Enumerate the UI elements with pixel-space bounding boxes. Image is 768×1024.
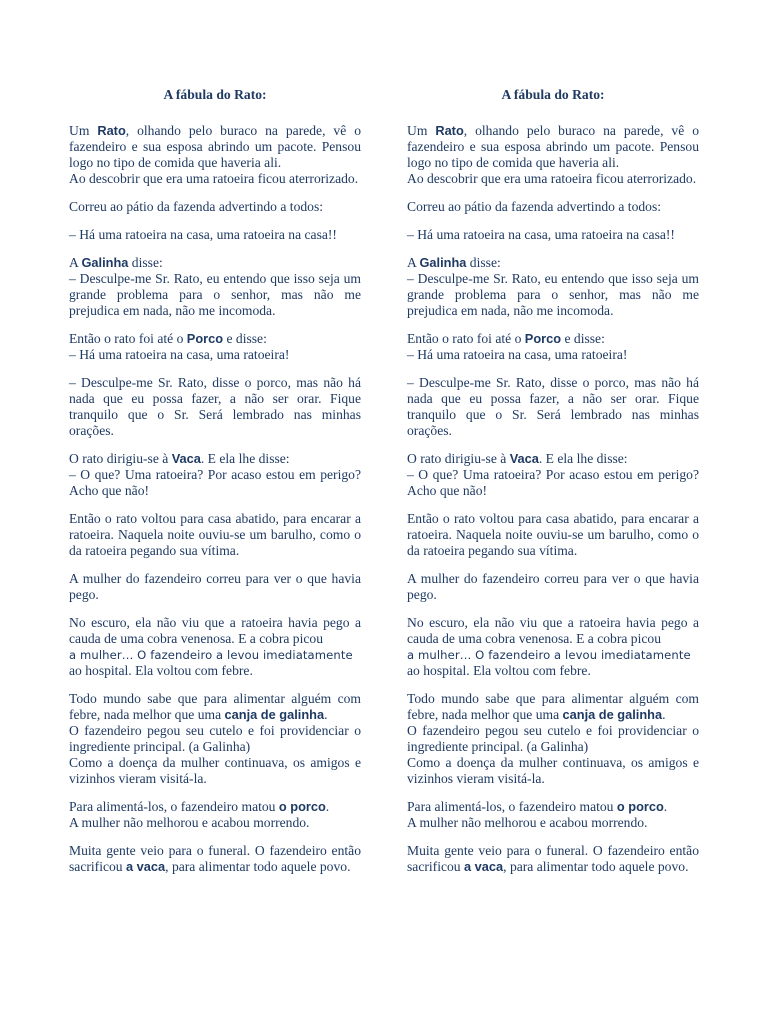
text: Muita gente veio para o funeral. O fazendeiro então sacrificou [407, 843, 699, 874]
page-title: A fábula do Rato: [163, 87, 267, 102]
text: – O que? Uma ratoeira? Por acaso estou em perigo? Acho que não! [407, 467, 699, 498]
paragraph-warning: Correu ao pátio da fazenda advertindo a todos: [407, 199, 662, 214]
text: . E ela lhe disse: [200, 451, 290, 466]
bold-porco: Porco [524, 331, 562, 346]
paragraph-alert: – Há uma ratoeira na casa, uma ratoeira na casa!! [407, 227, 675, 242]
paragraph-snake [407, 615, 699, 679]
text: Muita gente veio para o funeral. O fazendeiro então sacrificou [69, 843, 361, 874]
text: Para alimentá-los, o fazendeiro matou [407, 799, 617, 814]
text: Então o rato foi até o [407, 331, 525, 346]
paragraph-wife: A mulher do fazendeiro correu para ver o que havia pego. [407, 571, 699, 602]
text: e disse: [223, 331, 267, 346]
paragraph-canja [407, 691, 699, 787]
paragraph-porco-reply: – Desculpe-me Sr. Rato, disse o porco, mas não há nada que eu possa fazer, a não ser orar. Fique tranquilo que o Sr. Será lembrado nas minhas orações. [69, 375, 361, 438]
paragraph-vaca [407, 451, 699, 499]
text: A [407, 255, 420, 270]
text: , para alimentar todo aquele povo. [165, 859, 351, 874]
text: , olhando pelo buraco na parede, vê o fazendeiro e sua esposa abrindo um pacote. Pensou logo no tipo de comida que haveria ali. [407, 123, 699, 170]
text: A [69, 255, 82, 270]
bold-rato: Rato [97, 123, 126, 138]
text: Ao descobrir que era uma ratoeira ficou aterrorizado. [69, 171, 359, 186]
text: – O que? Uma ratoeira? Por acaso estou em perigo? Acho que não! [69, 467, 361, 498]
text: ao hospital. Ela voltou com febre. [69, 663, 253, 678]
paragraph-porco-killed [69, 799, 361, 831]
text: A mulher não melhorou e acabou morrendo. [69, 815, 310, 830]
paragraph-porco [69, 331, 361, 363]
text: – Há uma ratoeira na casa, uma ratoeira! [69, 347, 290, 362]
paragraph-return: Então o rato voltou para casa abatido, para encarar a ratoeira. Naquela noite ouviu-se um barulho, como o da ratoeira pegando sua vítima. [69, 511, 361, 558]
text: Um [69, 123, 98, 138]
text: disse: [466, 255, 501, 270]
text: Todo mundo sabe que para alimentar alguém com febre, nada melhor que uma [69, 691, 361, 722]
bold-rato: Rato [435, 123, 464, 138]
bold-o-porco: o porco [616, 799, 664, 814]
paragraph-warning: Correu ao pátio da fazenda advertindo a todos: [69, 199, 324, 214]
paragraph-alert: – Há uma ratoeira na casa, uma ratoeira na casa!! [69, 227, 337, 242]
text: . [324, 707, 328, 722]
bold-a-vaca: a vaca [464, 859, 504, 874]
bold-canja: canja de galinha [224, 707, 325, 722]
bold-o-porco: o porco [278, 799, 326, 814]
text: No escuro, ela não viu que a ratoeira havia pego a cauda de uma cobra venenosa. E a cobra picou [69, 615, 361, 646]
paragraph-porco-reply: – Desculpe-me Sr. Rato, disse o porco, mas não há nada que eu possa fazer, a não ser orar. Fique tranquilo que o Sr. Será lembrado nas minhas orações. [407, 375, 699, 438]
text: , olhando pelo buraco na parede, vê o fazendeiro e sua esposa abrindo um pacote. Pensou logo no tipo de comida que haveria ali. [69, 123, 361, 170]
paragraph-funeral [407, 843, 699, 875]
text: – Desculpe-me Sr. Rato, eu entendo que isso seja um grande problema para o senhor, mas não me prejudica em nada, não me incomoda. [407, 271, 699, 318]
text: A mulher não melhorou e acabou morrendo. [407, 815, 648, 830]
bold-vaca: Vaca [171, 451, 201, 466]
text: Todo mundo sabe que para alimentar alguém com febre, nada melhor que uma [407, 691, 699, 722]
text: O fazendeiro pegou seu cutelo e foi providenciar o ingrediente principal. (a Galinha) [407, 723, 699, 754]
bold-galinha: Galinha [419, 255, 467, 270]
left-column [69, 87, 361, 875]
paragraph-intro [407, 123, 699, 187]
paragraph-return: Então o rato voltou para casa abatido, para encarar a ratoeira. Naquela noite ouviu-se um barulho, como o da ratoeira pegando sua vítima. [407, 511, 699, 558]
text: Um [407, 123, 436, 138]
bold-galinha: Galinha [81, 255, 129, 270]
text: – Há uma ratoeira na casa, uma ratoeira! [407, 347, 628, 362]
paragraph-porco-killed [407, 799, 699, 831]
text: a mulher… O fazendeiro a levou imediatamente [407, 648, 691, 662]
text: , para alimentar todo aquele povo. [503, 859, 689, 874]
bold-a-vaca: a vaca [126, 859, 166, 874]
bold-canja: canja de galinha [562, 707, 663, 722]
page-title: A fábula do Rato: [501, 87, 605, 102]
text: Como a doença da mulher continuava, os amigos e vizinhos vieram visitá-la. [69, 755, 361, 786]
text: O rato dirigiu-se à [69, 451, 172, 466]
bold-vaca: Vaca [509, 451, 539, 466]
bold-porco: Porco [186, 331, 224, 346]
text: e disse: [561, 331, 605, 346]
text: No escuro, ela não viu que a ratoeira havia pego a cauda de uma cobra venenosa. E a cobra picou [407, 615, 699, 646]
text: – Desculpe-me Sr. Rato, eu entendo que isso seja um grande problema para o senhor, mas não me prejudica em nada, não me incomoda. [69, 271, 361, 318]
text: Para alimentá-los, o fazendeiro matou [69, 799, 279, 814]
text: O rato dirigiu-se à [407, 451, 510, 466]
text: Então o rato foi até o [69, 331, 187, 346]
text: a mulher… O fazendeiro a levou imediatamente [69, 648, 353, 662]
text: Ao descobrir que era uma ratoeira ficou aterrorizado. [407, 171, 697, 186]
paragraph-porco [407, 331, 699, 363]
paragraph-galinha [69, 255, 361, 319]
text: . [662, 707, 666, 722]
text: disse: [128, 255, 163, 270]
text: . [325, 799, 330, 814]
text: O fazendeiro pegou seu cutelo e foi providenciar o ingrediente principal. (a Galinha) [69, 723, 361, 754]
paragraph-intro [69, 123, 361, 187]
paragraph-galinha [407, 255, 699, 319]
text: Como a doença da mulher continuava, os amigos e vizinhos vieram visitá-la. [407, 755, 699, 786]
paragraph-wife: A mulher do fazendeiro correu para ver o que havia pego. [69, 571, 361, 602]
paragraph-canja [69, 691, 361, 787]
paragraph-snake [69, 615, 361, 679]
paragraph-vaca [69, 451, 361, 499]
text: ao hospital. Ela voltou com febre. [407, 663, 591, 678]
paragraph-funeral [69, 843, 361, 875]
text: . [663, 799, 668, 814]
right-column [407, 87, 699, 875]
text: . E ela lhe disse: [538, 451, 628, 466]
